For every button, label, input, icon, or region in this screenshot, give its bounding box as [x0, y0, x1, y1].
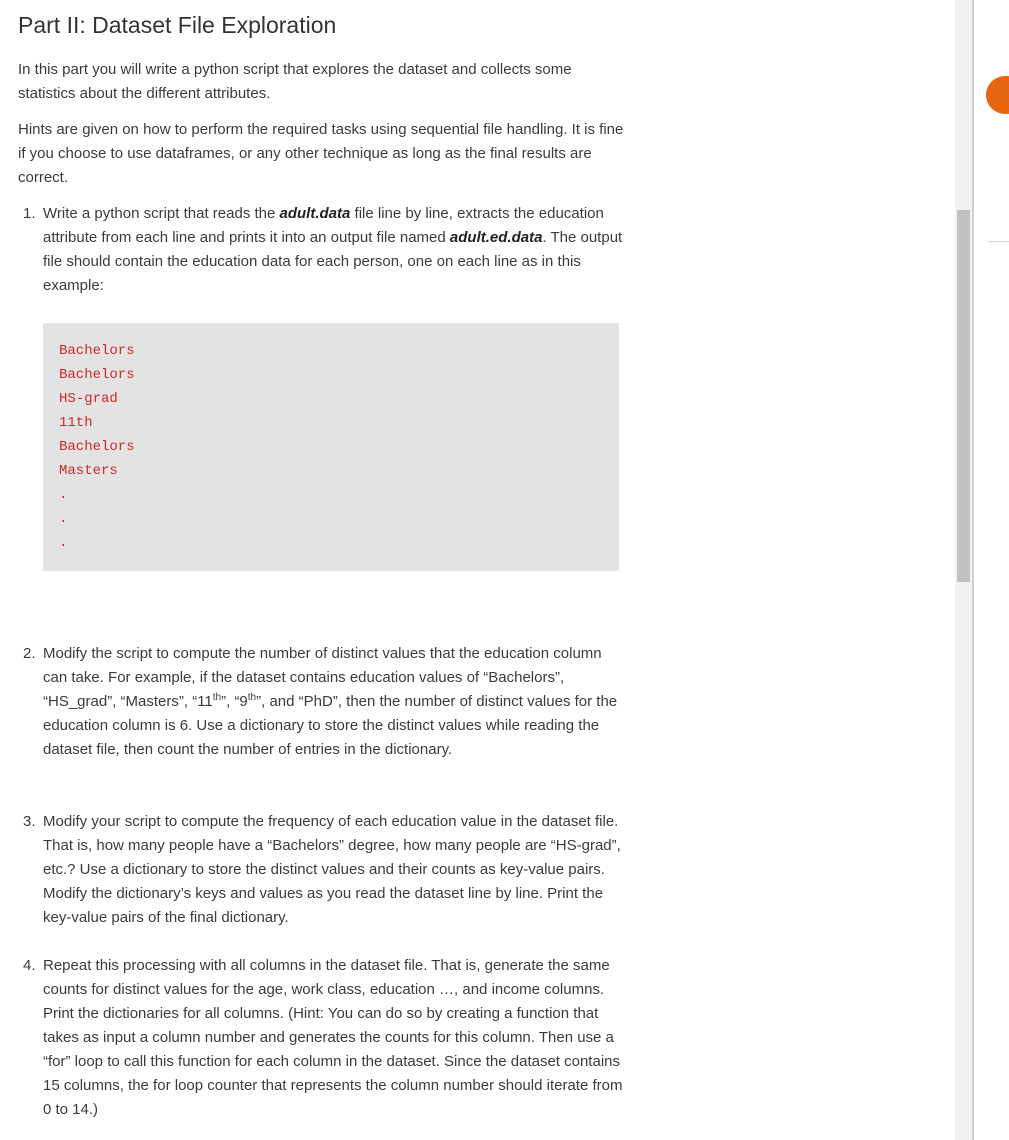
filename-adult-data: adult.data [279, 205, 351, 222]
page-title: Part II: Dataset File Exploration [18, 12, 337, 38]
list-number: 3. [23, 813, 36, 830]
list-item-3: 3. Modify your script to compute the frequency of each education value in the dataset file. That is, how many people have a “Bachelors” degree, how many people are “HS-grad”, etc.? Use a dictionary to store the distinct values and their counts as key-value pairs. Modify the dictionary’s keys and values as you read the dataset line by line. Print the key-value pairs of the final dictionary. [43, 810, 628, 930]
list-item-4: 4. Repeat this processing with all columns in the dataset file. That is, generate the same counts for distinct values for the age, work class, education …, and income columns. Print the dictionaries for all columns. (Hint: You can do so by creating a function that takes as input a column number and generates the counts for this column. Then use a “for” loop to call this function for each column in the dataset. Since the dataset contains 15 columns, the for loop counter that represents the column number should iterate from 0 to 14.) [43, 954, 628, 1122]
panel-divider [972, 0, 974, 1140]
code-line: . [59, 487, 68, 503]
scrollbar-thumb[interactable] [957, 210, 970, 582]
intro-paragraph: In this part you will write a python script that explores the dataset and collects some statistics about the different attributes. [18, 61, 572, 102]
list-number: 1. [23, 205, 36, 222]
side-panel-rule [988, 241, 1009, 242]
list-item-2: 2. Modify the script to compute the number of distinct values that the education column can take. For example, if the dataset contains education values of “Bachelors”, “HS_grad”, “Masters”, “11th”, “9th”, and “PhD”, then the number of distinct values for the education column is 6. Use a dictionary to store the distinct values while reading the dataset file, then count the number of entries in the dictionary. [43, 642, 628, 762]
list-number: 2. [23, 645, 36, 662]
code-line: 11th [59, 415, 93, 431]
code-line: . [59, 535, 68, 551]
list-number: 4. [23, 957, 36, 974]
code-line: Bachelors [59, 439, 135, 455]
filename-adult-ed-data: adult.ed.data [449, 229, 543, 246]
code-line: HS-grad [59, 391, 118, 407]
hints-paragraph: Hints are given on how to perform the required tasks using sequential file handling. It is fine if you choose to use dataframes, or any other technique as long as the final results are correct. [18, 121, 624, 186]
code-example-block [43, 323, 619, 571]
code-line: Bachelors [59, 343, 135, 359]
code-line: . [59, 511, 68, 527]
side-panel-toggle-button[interactable] [986, 76, 1009, 114]
code-line: Bachelors [59, 367, 135, 383]
list-item-1: 1. Write a python script that reads the adult.data file line by line, extracts the education attribute from each line and prints it into an output file named adult.ed.data. The output file should contain the education data for each person, one on each line as in this example: [43, 202, 628, 298]
code-line: Masters [59, 463, 118, 479]
